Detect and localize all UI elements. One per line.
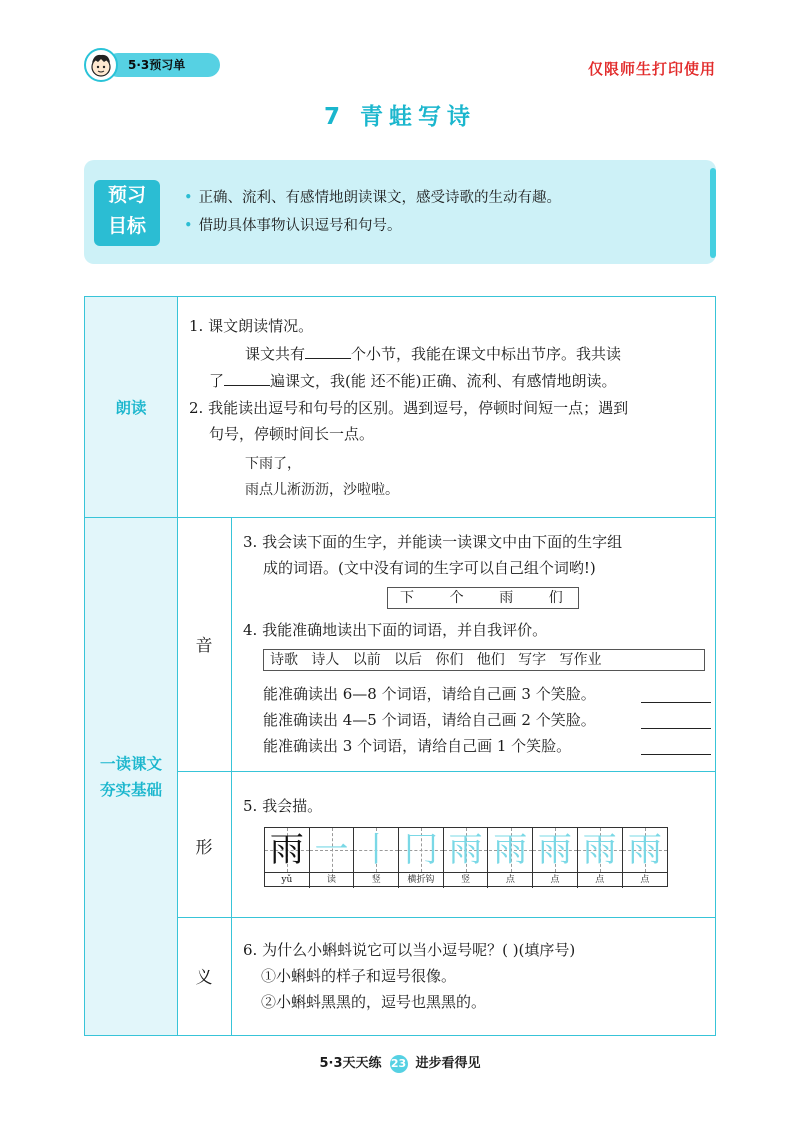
goals-panel [84, 160, 716, 264]
question-5: 5. 我会描。 [243, 797, 323, 815]
stroke-label: 点 [640, 875, 650, 885]
stroke-label: 横折钩 [399, 873, 444, 888]
smiley-blank[interactable] [641, 753, 711, 755]
divider [177, 771, 715, 772]
grid-cell[interactable]: 丨 [354, 828, 399, 872]
grid-cell[interactable]: 雨 [578, 828, 623, 872]
goals-tag-line1: 预习 [107, 184, 146, 206]
question-2-line1: 2. 我能读出逗号和句号的区别。遇到逗号，停顿时间短一点；遇到 [189, 399, 629, 417]
page-number: 23 [390, 1055, 408, 1073]
stroke-label: 点 [533, 873, 578, 888]
smiley-blank[interactable] [641, 701, 711, 703]
option-1: ①小蝌蚪的样子和逗号很像。 [261, 967, 457, 985]
grid-cell[interactable]: 雨 [489, 828, 534, 872]
page-footer [0, 1052, 800, 1073]
divider [177, 297, 178, 1035]
bullet-icon: • [184, 218, 193, 234]
divider [177, 917, 715, 918]
stroke-label: 点 [578, 873, 623, 888]
tracing-grid [264, 827, 668, 887]
footer-left: 5·3天天练 [319, 1056, 382, 1071]
stroke-label: 竖 [354, 873, 399, 888]
stroke-label: 读 [310, 873, 355, 888]
bullet-icon: • [184, 190, 193, 206]
grid-cell[interactable]: 雨 [533, 828, 578, 872]
question-1: 1. 课文朗读情况。 [189, 317, 314, 335]
grid-cell[interactable]: 雨 [265, 828, 310, 872]
question-3-line1: 3. 我会读下面的生字，并能读一读课文中由下面的生字组 [243, 533, 623, 551]
goal-item: • 借助具体事物认识逗号和句号。 [184, 218, 402, 234]
question-4: 4. 我能准确地读出下面的词语，并自我评价。 [243, 621, 548, 639]
goals-tag-line2: 目标 [107, 215, 146, 237]
poem-line2: 雨点儿淅沥沥，沙啦啦。 [245, 482, 399, 498]
goals-tag [94, 180, 160, 246]
grid-cell[interactable]: 一 [310, 828, 355, 872]
option-2: ②小蝌蚪黑黑的，逗号也黑黑的。 [261, 993, 487, 1011]
sub-label-shape: 形 [195, 838, 213, 858]
sub-label-sound: 音 [195, 636, 213, 656]
eval-line-3: 能准确读出 6—8 个词语，请给自己画 3 个笑脸。 [263, 685, 596, 703]
eval-line-2: 能准确读出 4—5 个词语，请给自己画 2 个笑脸。 [263, 711, 596, 729]
question-2-line2: 句号，停顿时间长一点。 [209, 425, 375, 443]
brand-label: 5·3预习单 [106, 53, 220, 77]
print-notice: 仅限师生打印使用 [587, 60, 716, 78]
word-list-box: 诗歌 诗人 以前 以后 你们 他们 写字 写作业 [263, 649, 705, 671]
question-1-line2: 了 遍课文，我(能 还不能)正确、流利、有感情地朗读。 [209, 368, 617, 394]
fill-blank[interactable] [224, 369, 270, 386]
divider [231, 517, 232, 1035]
stroke-labels-row [265, 872, 667, 888]
eval-line-1: 能准确读出 3 个词语，请给自己画 1 个笑脸。 [263, 737, 572, 755]
section-label-basics: 一读课文 夯实基础 [99, 755, 162, 799]
grid-cell[interactable]: 冂 [399, 828, 444, 872]
char-list-box: 下 个 雨 们 [387, 587, 579, 609]
brand-logo [84, 48, 220, 82]
avatar-icon [84, 48, 118, 82]
sub-label-meaning: 义 [195, 968, 213, 988]
exercise-table [84, 296, 716, 1036]
grid-cell[interactable]: 雨 [444, 828, 489, 872]
question-1-line1: 课文共有 个小节，我能在课文中标出节序。我共读 [245, 341, 621, 367]
fill-blank[interactable] [305, 342, 351, 359]
poem-line1: 下雨了， [245, 456, 301, 472]
page-title: 7 青蛙写诗 [323, 104, 476, 130]
question-3-line2: 成的词语。(文中没有词的生字可以自己组个词哟!) [263, 559, 596, 577]
stroke-label: 点 [489, 873, 534, 888]
footer-right: 进步看得见 [415, 1056, 481, 1071]
grid-cell[interactable]: 雨 [623, 828, 668, 872]
goal-item: • 正确、流利、有感情地朗读课文，感受诗歌的生动有趣。 [184, 190, 562, 206]
smiley-blank[interactable] [641, 727, 711, 729]
divider [85, 517, 715, 518]
goals-list [184, 184, 561, 240]
question-6: 6. 为什么小蝌蚪说它可以当小逗号呢？( )(填序号) [243, 941, 576, 959]
stroke-label: 竖 [444, 873, 489, 888]
section-label-reading: 朗读 [115, 399, 147, 417]
goals-edge-decoration [710, 168, 716, 258]
stroke-label: yǔ [265, 873, 310, 888]
